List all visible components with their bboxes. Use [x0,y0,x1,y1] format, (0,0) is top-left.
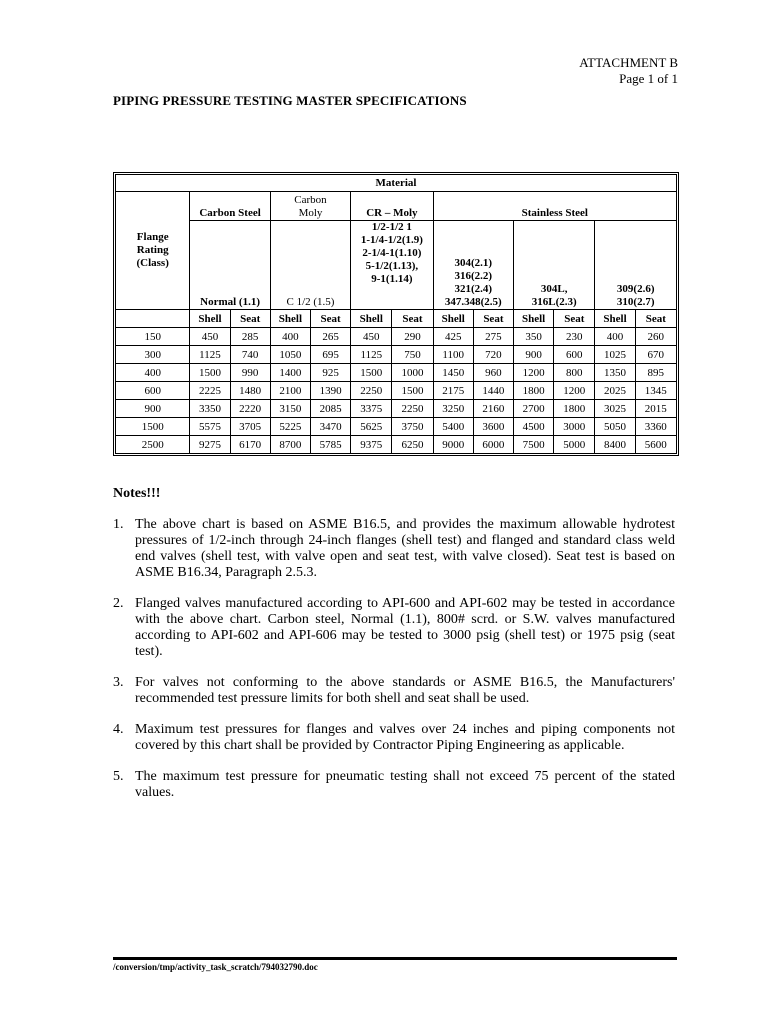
pressure-cell: 6250 [392,436,433,454]
footer-rule [113,957,677,960]
pressure-cell: 1350 [595,364,635,382]
shell-label: Shell [351,310,392,328]
table-row [116,436,677,454]
table-row-subgroups [116,221,677,310]
flange-class-cell: 300 [116,346,190,364]
pressure-cell: 2015 [635,400,676,418]
pressure-cell: 1500 [351,364,392,382]
table-row-groups [116,192,677,221]
stainless-steel-header: Stainless Steel [433,192,676,221]
spec-table-frame [113,172,679,456]
pressure-cell: 265 [310,328,350,346]
table-row [116,418,677,436]
flange-class-cell: 150 [116,328,190,346]
header-block [579,55,678,87]
pressure-cell: 750 [392,346,433,364]
shell-label: Shell [270,310,310,328]
pressure-cell: 7500 [514,436,554,454]
pressure-cell: 290 [392,328,433,346]
note-item: 4. Maximum test pressures for flanges and valves over 24 inches and piping components not covered by this chart shall be provided by Contractor Piping Engineering as applicable. [113,722,675,753]
cr-moly-header: CR – Moly [351,192,433,221]
note-item: 5. The maximum test pressure for pneumatic testing shall not exceed 75 percent of the stated values. [113,769,675,800]
table-row [116,328,677,346]
pressure-cell: 260 [635,328,676,346]
footer-path: /conversion/tmp/activity_task_scratch/794032790.doc [113,962,318,972]
pressure-cell: 5225 [270,418,310,436]
seat-label: Seat [392,310,433,328]
pressure-cell: 1800 [554,400,595,418]
pressure-cell: 8400 [595,436,635,454]
pressure-cell: 425 [433,328,473,346]
pressure-cell: 3350 [190,400,230,418]
seat-label: Seat [310,310,350,328]
pressure-cell: 1500 [190,364,230,382]
pressure-cell: 2025 [595,382,635,400]
pressure-cell: 2085 [310,400,350,418]
carbon-moly-header: Carbon Moly [270,192,350,221]
pressure-cell: 1450 [433,364,473,382]
flange-class-cell: 400 [116,364,190,382]
pressure-cell: 9375 [351,436,392,454]
normal-header: Normal (1.1) [190,221,270,310]
pressure-cell: 230 [554,328,595,346]
note-item: 3. For valves not conforming to the above standards or ASME B16.5, the Manufacturers' recommended test pressure limits for both shell and seat shall be used. [113,675,675,706]
shell-label: Shell [595,310,635,328]
pressure-cell: 3250 [433,400,473,418]
cr-moly-grades-header: 1/2-1/2 1 1-1/4-1/2(1.9) 2-1/4-1(1.10) 5-1/2(1.13), 9-1(1.14) [351,221,433,310]
pressure-cell: 1500 [392,382,433,400]
pressure-cell: 600 [554,346,595,364]
pressure-cell: 900 [514,346,554,364]
pressure-cell: 400 [270,328,310,346]
pressure-cell: 350 [514,328,554,346]
shell-label: Shell [190,310,230,328]
notes-title: Notes!!! [113,486,161,501]
flange-blank-cell [116,310,190,328]
pressure-cell: 895 [635,364,676,382]
pressure-cell: 5575 [190,418,230,436]
seat-label: Seat [230,310,270,328]
pressure-cell: 2225 [190,382,230,400]
table-row [116,400,677,418]
pressure-cell: 2220 [230,400,270,418]
material-header: Material [116,175,677,192]
pressure-cell: 5400 [433,418,473,436]
pressure-cell: 1390 [310,382,350,400]
pressure-cell: 3000 [554,418,595,436]
carbon-steel-header: Carbon Steel [190,192,270,221]
pressure-cell: 5785 [310,436,350,454]
shell-label: Shell [514,310,554,328]
pressure-cell: 5600 [635,436,676,454]
pressure-cell: 6000 [473,436,513,454]
pressure-cell: 925 [310,364,350,382]
page-number: Page 1 of 1 [619,71,678,86]
pressure-cell: 1400 [270,364,310,382]
pressure-cell: 5050 [595,418,635,436]
flange-class-cell: 1500 [116,418,190,436]
pressure-cell: 1050 [270,346,310,364]
shell-label: Shell [433,310,473,328]
c12-header: C 1/2 (1.5) [270,221,350,310]
pressure-cell: 1200 [514,364,554,382]
pressure-cell: 450 [351,328,392,346]
pressure-cell: 6170 [230,436,270,454]
pressure-cell: 400 [595,328,635,346]
ss-309-header: 309(2.6) 310(2.7) [595,221,677,310]
flange-class-cell: 600 [116,382,190,400]
pressure-cell: 720 [473,346,513,364]
pressure-cell: 1800 [514,382,554,400]
pressure-cell: 2250 [392,400,433,418]
pressure-cell: 2700 [514,400,554,418]
pressure-cell: 2250 [351,382,392,400]
pressure-cell: 960 [473,364,513,382]
pressure-cell: 275 [473,328,513,346]
seat-label: Seat [554,310,595,328]
pressure-cell: 8700 [270,436,310,454]
pressure-cell: 1100 [433,346,473,364]
pressure-cell: 3150 [270,400,310,418]
pressure-cell: 1025 [595,346,635,364]
pressure-cell: 3375 [351,400,392,418]
pressure-cell: 3360 [635,418,676,436]
pressure-cell: 1480 [230,382,270,400]
pressure-cell: 5625 [351,418,392,436]
flange-class-cell: 2500 [116,436,190,454]
seat-label: Seat [473,310,513,328]
pressure-cell: 800 [554,364,595,382]
pressure-cell: 5000 [554,436,595,454]
table-row [116,382,677,400]
flange-rating-header: Flange Rating (Class) [116,192,190,310]
pressure-cell: 2175 [433,382,473,400]
pressure-cell: 1200 [554,382,595,400]
notes-list [113,517,675,816]
pressure-cell: 1345 [635,382,676,400]
table-row [116,364,677,382]
pressure-cell: 1000 [392,364,433,382]
pressure-cell: 990 [230,364,270,382]
pressure-cell: 3470 [310,418,350,436]
pressure-cell: 450 [190,328,230,346]
pressure-cell: 2100 [270,382,310,400]
attachment-label: ATTACHMENT B [579,55,678,70]
pressure-cell: 3600 [473,418,513,436]
table-row-shell-seat [116,310,677,328]
page-title: PIPING PRESSURE TESTING MASTER SPECIFICATIONS [113,93,467,108]
pressure-cell: 2160 [473,400,513,418]
pressure-cell: 3705 [230,418,270,436]
note-item: 1. The above chart is based on ASME B16.5, and provides the maximum allowable hydrotest pressures of 1/2-inch through 24-inch flanges (shell test) and flanged and standard class weld end valves (shell test, with valve open and seat test, with valve closed). Seat test is based on ASME B16.34, Paragraph 2.5.3. [113,517,675,580]
spec-table [115,174,677,454]
pressure-cell: 9275 [190,436,230,454]
pressure-cell: 3750 [392,418,433,436]
seat-label: Seat [635,310,676,328]
pressure-cell: 1125 [190,346,230,364]
table-row-material [116,175,677,192]
ss-304-header: 304(2.1) 316(2.2) 321(2.4) 347.348(2.5) [433,221,513,310]
pressure-cell: 740 [230,346,270,364]
pressure-cell: 9000 [433,436,473,454]
pressure-cell: 285 [230,328,270,346]
flange-class-cell: 900 [116,400,190,418]
pressure-cell: 3025 [595,400,635,418]
pressure-cell: 695 [310,346,350,364]
pressure-cell: 4500 [514,418,554,436]
table-row [116,346,677,364]
pressure-cell: 1440 [473,382,513,400]
table-body [116,328,677,454]
ss-304l-header: 304L, 316L(2.3) [514,221,595,310]
pressure-cell: 1125 [351,346,392,364]
pressure-cell: 670 [635,346,676,364]
note-item: 2. Flanged valves manufactured according to API-600 and API-602 may be tested in accordance with the above chart. Carbon steel, Normal (1.1), 800# scrd. or S.W. valves manufactured according to API-602 and API-606 may be tested to 3000 psig (shell test) or 1975 psig (seat test). [113,596,675,659]
